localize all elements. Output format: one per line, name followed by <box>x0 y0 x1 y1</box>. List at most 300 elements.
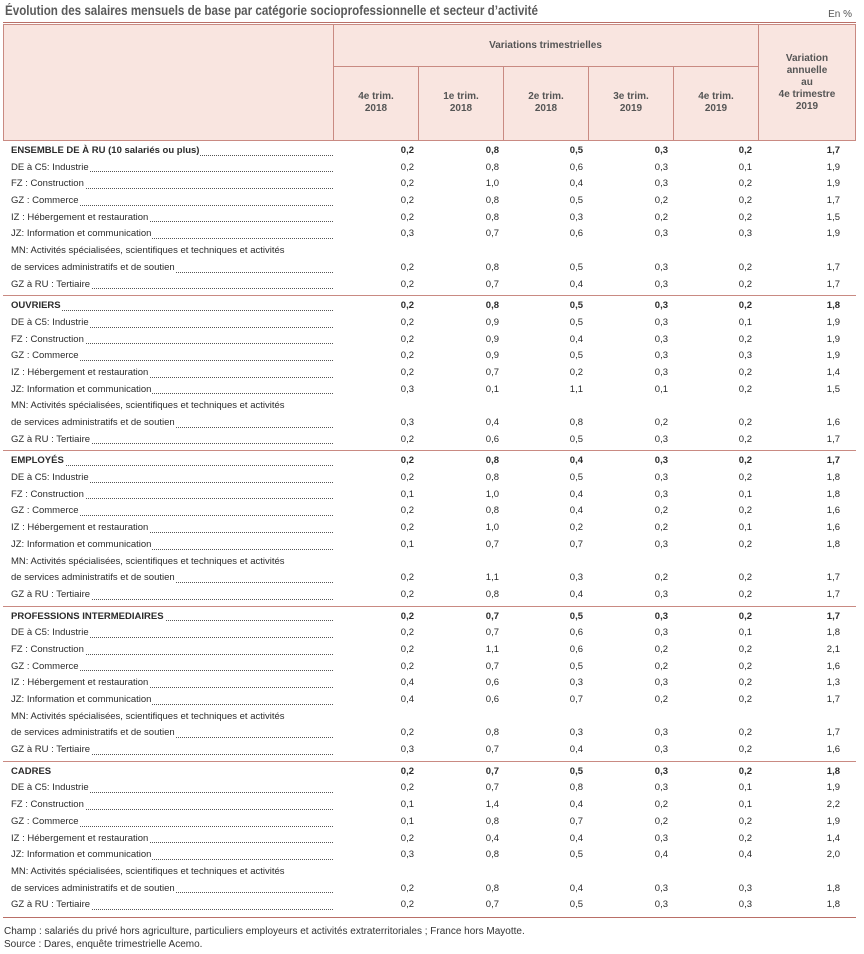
row-label: MN: Activités spécialisées, scientifiques et techniques et activités <box>11 245 285 257</box>
cell-value: 0,2 <box>738 660 752 672</box>
cell-value: 0,2 <box>654 815 668 827</box>
cell-value: 0,3 <box>654 366 668 378</box>
cell-annual: 1,7 <box>826 727 840 739</box>
cell-value: 0,5 <box>569 472 583 484</box>
table-row <box>3 642 856 659</box>
table-row <box>3 864 856 881</box>
cell-value: 0,3 <box>654 161 668 173</box>
cell-value: 0,3 <box>654 278 668 290</box>
cell-value: 0,1 <box>738 488 752 500</box>
table-row <box>3 298 856 315</box>
cell-annual: 1,7 <box>826 433 840 445</box>
cell-value: 1,1 <box>485 643 499 655</box>
cell-annual: 1,9 <box>826 178 840 190</box>
table-row <box>3 243 856 260</box>
row-group <box>3 761 856 916</box>
cell-value: 0,2 <box>738 727 752 739</box>
cell-value: 0,8 <box>485 211 499 223</box>
table-row <box>3 453 856 470</box>
cell-annual: 1,9 <box>826 333 840 345</box>
cell-value: 0,8 <box>485 588 499 600</box>
cell-value: 0,5 <box>569 899 583 911</box>
table-row <box>3 692 856 709</box>
cell-value: 0,2 <box>400 572 414 584</box>
cell-value: 0,2 <box>738 588 752 600</box>
cell-value: 0,2 <box>400 178 414 190</box>
cell-value: 0,2 <box>400 161 414 173</box>
cell-value: 0,2 <box>654 505 668 517</box>
cell-value: 0,8 <box>485 195 499 207</box>
table-row <box>3 537 856 554</box>
row-label: GZ à RU : Tertiaire <box>11 897 333 914</box>
cell-value: 0,3 <box>654 727 668 739</box>
cell-value: 0,2 <box>738 643 752 655</box>
cell-value: 0,6 <box>569 643 583 655</box>
cell-value: 0,6 <box>569 228 583 240</box>
cell-value: 0,2 <box>738 300 752 312</box>
table-row <box>3 709 856 726</box>
cell-value: 0,3 <box>654 899 668 911</box>
cell-value: 0,7 <box>485 278 499 290</box>
cell-value: 0,5 <box>569 195 583 207</box>
cell-value: 0,3 <box>569 211 583 223</box>
cell-value: 0,3 <box>654 261 668 273</box>
cell-value: 0,2 <box>738 278 752 290</box>
cell-value: 0,2 <box>400 643 414 655</box>
cell-value: 0,2 <box>738 744 752 756</box>
cell-value: 0,2 <box>400 261 414 273</box>
cell-value: 0,8 <box>485 161 499 173</box>
row-label: JZ: Information et communication <box>11 382 333 399</box>
table-row <box>3 625 856 642</box>
cell-value: 0,4 <box>485 417 499 428</box>
cell-value: 0,6 <box>569 161 583 173</box>
table-row <box>3 587 856 604</box>
table-row <box>3 277 856 294</box>
cell-value: 0,2 <box>400 588 414 600</box>
table-row <box>3 570 856 587</box>
cell-value: 0,2 <box>738 383 752 395</box>
cell-value: 0,5 <box>569 433 583 445</box>
cell-value: 0,1 <box>738 522 752 534</box>
cell-value: 0,2 <box>738 765 752 777</box>
table-row <box>3 365 856 382</box>
cell-annual: 1,9 <box>826 161 840 173</box>
cell-value: 0,4 <box>569 333 583 345</box>
cell-value: 0,3 <box>654 744 668 756</box>
cell-value: 0,3 <box>654 882 668 894</box>
table-row <box>3 487 856 504</box>
cell-value: 0,4 <box>654 849 668 861</box>
cell-annual: 1,6 <box>826 417 840 428</box>
row-group <box>3 606 856 761</box>
row-label: MN: Activités spécialisées, scientifiques et techniques et activités <box>11 400 285 412</box>
cell-annual: 1,6 <box>826 744 840 756</box>
cell-value: 0,7 <box>485 660 499 672</box>
cell-value: 0,2 <box>400 627 414 639</box>
cell-value: 0,3 <box>654 455 668 467</box>
row-group <box>3 295 856 450</box>
cell-value: 0,1 <box>485 383 499 395</box>
row-label: GZ : Commerce <box>11 503 333 520</box>
cell-annual: 1,7 <box>826 145 840 156</box>
cell-value: 0,3 <box>400 228 414 240</box>
table-row <box>3 897 856 914</box>
cell-value: 0,1 <box>654 383 668 395</box>
table-row <box>3 520 856 537</box>
cell-value: 0,7 <box>569 815 583 827</box>
cell-value: 0,2 <box>400 145 414 156</box>
row-label: IZ : Hébergement et restauration <box>11 520 333 537</box>
row-label: JZ: Information et communication <box>11 226 333 243</box>
cell-value: 0,3 <box>738 882 752 894</box>
table-row <box>3 470 856 487</box>
row-label: de services administratifs et de soutien <box>11 881 333 898</box>
cell-value: 0,1 <box>738 627 752 639</box>
table-row <box>3 847 856 864</box>
row-label: DE à C5: Industrie <box>11 625 333 642</box>
cell-annual: 1,7 <box>826 572 840 584</box>
cell-value: 0,2 <box>400 195 414 207</box>
row-label: GZ : Commerce <box>11 348 333 365</box>
table-row <box>3 143 856 160</box>
cell-annual: 1,6 <box>826 522 840 534</box>
cell-value: 0,2 <box>400 211 414 223</box>
cell-value: 0,1 <box>738 799 752 811</box>
cell-value: 0,4 <box>569 455 583 467</box>
cell-value: 0,4 <box>569 882 583 894</box>
cell-value: 0,2 <box>738 333 752 345</box>
cell-value: 0,1 <box>400 815 414 827</box>
cell-value: 0,1 <box>400 488 414 500</box>
table-row <box>3 382 856 399</box>
table-row <box>3 398 856 415</box>
cell-value: 0,3 <box>654 677 668 689</box>
row-label: MN: Activités spécialisées, scientifiques et techniques et activités <box>11 555 285 567</box>
cell-value: 0,2 <box>738 211 752 223</box>
cell-value: 0,2 <box>400 882 414 894</box>
table-row <box>3 432 856 449</box>
cell-value: 0,2 <box>654 211 668 223</box>
row-label: GZ à RU : Tertiaire <box>11 277 333 294</box>
cell-value: 0,2 <box>654 522 668 534</box>
cell-annual: 1,8 <box>826 300 840 312</box>
cell-value: 0,1 <box>738 782 752 794</box>
row-label: GZ : Commerce <box>11 814 333 831</box>
cell-value: 1,0 <box>485 488 499 500</box>
cell-value: 0,2 <box>738 178 752 190</box>
cell-value: 0,6 <box>485 677 499 689</box>
cell-value: 0,2 <box>654 195 668 207</box>
cell-value: 0,4 <box>400 677 414 689</box>
footer-champ: Champ : salariés du privé hors agriculture, particuliers employeurs et activités extraterritoriales ; France hors Mayotte. <box>4 926 525 937</box>
cell-value: 0,6 <box>569 627 583 639</box>
cell-value: 0,1 <box>400 538 414 550</box>
cell-value: 0,8 <box>485 815 499 827</box>
cell-value: 0,7 <box>485 899 499 911</box>
table-row <box>3 814 856 831</box>
cell-value: 1,4 <box>485 799 499 811</box>
table-row <box>3 260 856 277</box>
cell-value: 0,7 <box>569 694 583 705</box>
top-rule <box>3 22 856 23</box>
table-title: Évolution des salaires mensuels de base par catégorie socioprofessionnelle et secteur d’activité <box>5 3 538 18</box>
cell-value: 0,2 <box>738 417 752 428</box>
row-label: de services administratifs et de soutien <box>11 415 333 432</box>
cell-value: 0,9 <box>485 316 499 328</box>
row-label: DE à C5: Industrie <box>11 160 333 177</box>
cell-annual: 1,5 <box>826 211 840 223</box>
table-row <box>3 210 856 227</box>
cell-value: 0,3 <box>738 899 752 911</box>
table-row <box>3 659 856 676</box>
cell-value: 0,2 <box>654 643 668 655</box>
table-row <box>3 503 856 520</box>
cell-value: 0,7 <box>485 782 499 794</box>
row-label: GZ : Commerce <box>11 193 333 210</box>
cell-value: 0,2 <box>738 610 752 622</box>
cell-value: 0,6 <box>485 433 499 445</box>
table-row <box>3 348 856 365</box>
table-row <box>3 332 856 349</box>
col-header-1: 4e trim. 2018 <box>358 91 394 114</box>
cell-value: 0,9 <box>485 333 499 345</box>
row-label: JZ: Information et communication <box>11 537 333 554</box>
cell-annual: 1,5 <box>826 383 840 395</box>
table-row <box>3 193 856 210</box>
cell-value: 0,4 <box>569 744 583 756</box>
col-header-3: 2e trim. 2018 <box>528 91 564 114</box>
cell-value: 0,2 <box>654 694 668 705</box>
cell-value: 0,2 <box>738 261 752 273</box>
cell-value: 0,3 <box>654 350 668 362</box>
cell-value: 0,2 <box>400 832 414 844</box>
cell-value: 0,3 <box>400 417 414 428</box>
cell-value: 0,3 <box>654 300 668 312</box>
cell-value: 0,6 <box>485 694 499 705</box>
cell-value: 0,5 <box>569 300 583 312</box>
cell-value: 0,3 <box>654 538 668 550</box>
cell-value: 0,2 <box>738 145 752 156</box>
cell-value: 0,2 <box>400 727 414 739</box>
cell-value: 0,2 <box>738 677 752 689</box>
header-divider <box>333 66 758 67</box>
row-label: GZ à RU : Tertiaire <box>11 432 333 449</box>
cell-value: 0,3 <box>654 316 668 328</box>
cell-value: 0,4 <box>738 849 752 861</box>
cell-annual: 1,8 <box>826 538 840 550</box>
cell-annual: 1,8 <box>826 882 840 894</box>
cell-value: 0,1 <box>400 799 414 811</box>
row-label: IZ : Hébergement et restauration <box>11 675 333 692</box>
cell-value: 0,8 <box>485 849 499 861</box>
cell-value: 0,2 <box>738 472 752 484</box>
cell-value: 0,4 <box>569 588 583 600</box>
row-label: EMPLOYÉS <box>11 453 333 470</box>
cell-annual: 1,9 <box>826 316 840 328</box>
col-header-4: 3e trim. 2019 <box>613 91 649 114</box>
cell-value: 0,2 <box>738 433 752 445</box>
cell-annual: 1,6 <box>826 505 840 517</box>
cell-annual: 1,4 <box>826 366 840 378</box>
cell-value: 0,2 <box>400 899 414 911</box>
cell-annual: 1,7 <box>826 195 840 207</box>
row-label: MN: Activités spécialisées, scientifiques et techniques et activités <box>11 865 285 877</box>
cell-value: 0,2 <box>738 572 752 584</box>
table-row <box>3 160 856 177</box>
row-label: JZ: Information et communication <box>11 692 333 709</box>
cell-value: 0,2 <box>400 366 414 378</box>
cell-annual: 1,9 <box>826 228 840 240</box>
cell-value: 0,7 <box>485 744 499 756</box>
cell-value: 0,2 <box>738 832 752 844</box>
cell-value: 0,3 <box>569 677 583 689</box>
cell-value: 0,8 <box>485 505 499 517</box>
cell-value: 0,8 <box>485 300 499 312</box>
cell-value: 1,1 <box>485 572 499 584</box>
table-row <box>3 315 856 332</box>
cell-value: 1,0 <box>485 522 499 534</box>
cell-value: 0,4 <box>569 505 583 517</box>
table-header <box>3 24 856 141</box>
row-label: PROFESSIONS INTERMEDIAIRES <box>11 609 333 626</box>
row-label: de services administratifs et de soutien <box>11 260 333 277</box>
unit-label: En % <box>828 9 852 20</box>
cell-value: 0,2 <box>738 694 752 705</box>
row-label: FZ : Construction <box>11 176 333 193</box>
cell-annual: 1,3 <box>826 677 840 689</box>
cell-annual: 1,8 <box>826 765 840 777</box>
row-label: de services administratifs et de soutien <box>11 570 333 587</box>
row-label: FZ : Construction <box>11 797 333 814</box>
cell-value: 1,0 <box>485 178 499 190</box>
cell-value: 0,1 <box>738 316 752 328</box>
cell-value: 0,3 <box>654 627 668 639</box>
cell-annual: 1,6 <box>826 660 840 672</box>
cell-value: 0,3 <box>654 588 668 600</box>
cell-value: 0,3 <box>654 333 668 345</box>
cell-annual: 1,9 <box>826 815 840 827</box>
cell-value: 0,2 <box>400 765 414 777</box>
table-row <box>3 176 856 193</box>
row-group <box>3 141 856 295</box>
cell-value: 0,8 <box>485 882 499 894</box>
table-row <box>3 725 856 742</box>
cell-value: 0,3 <box>654 145 668 156</box>
row-label: OUVRIERS <box>11 298 333 315</box>
cell-annual: 1,8 <box>826 472 840 484</box>
cell-value: 0,3 <box>654 610 668 622</box>
cell-value: 0,3 <box>738 350 752 362</box>
cell-value: 0,2 <box>400 782 414 794</box>
cell-value: 0,3 <box>654 488 668 500</box>
row-label: GZ à RU : Tertiaire <box>11 742 333 759</box>
cell-value: 0,3 <box>569 572 583 584</box>
row-label: FZ : Construction <box>11 487 333 504</box>
row-label: DE à C5: Industrie <box>11 470 333 487</box>
cell-annual: 1,7 <box>826 588 840 600</box>
cell-value: 0,5 <box>569 316 583 328</box>
row-label: MN: Activités spécialisées, scientifiques et techniques et activités <box>11 710 285 722</box>
cell-value: 0,3 <box>738 228 752 240</box>
cell-value: 0,2 <box>400 505 414 517</box>
cell-value: 0,5 <box>569 765 583 777</box>
table-row <box>3 797 856 814</box>
cell-value: 0,5 <box>569 261 583 273</box>
cell-value: 0,2 <box>400 660 414 672</box>
table-row <box>3 742 856 759</box>
cell-value: 0,2 <box>654 417 668 428</box>
cell-annual: 1,7 <box>826 694 840 705</box>
cell-value: 0,4 <box>569 488 583 500</box>
cell-value: 0,4 <box>569 278 583 290</box>
cell-value: 0,9 <box>485 350 499 362</box>
cell-value: 0,2 <box>738 455 752 467</box>
cell-value: 0,2 <box>738 538 752 550</box>
cell-value: 0,3 <box>400 383 414 395</box>
cell-annual: 1,7 <box>826 261 840 273</box>
cell-value: 0,2 <box>569 366 583 378</box>
cell-value: 0,2 <box>400 333 414 345</box>
cell-value: 0,4 <box>569 799 583 811</box>
table-row <box>3 554 856 571</box>
row-group <box>3 450 856 605</box>
cell-annual: 1,8 <box>826 488 840 500</box>
cell-value: 0,5 <box>569 660 583 672</box>
cell-annual: 1,9 <box>826 350 840 362</box>
table-row <box>3 831 856 848</box>
row-label: DE à C5: Industrie <box>11 315 333 332</box>
cell-value: 0,1 <box>738 161 752 173</box>
table-row <box>3 415 856 432</box>
table-row <box>3 226 856 243</box>
col-header-2: 1e trim. 2018 <box>443 91 479 114</box>
cell-value: 0,3 <box>654 228 668 240</box>
cell-value: 0,3 <box>654 178 668 190</box>
cell-value: 0,8 <box>569 782 583 794</box>
cell-annual: 2,1 <box>826 643 840 655</box>
cell-value: 0,4 <box>485 832 499 844</box>
row-label: de services administratifs et de soutien <box>11 725 333 742</box>
row-label: ENSEMBLE DE À RU (10 salariés ou plus) <box>11 143 333 160</box>
table-row <box>3 881 856 898</box>
cell-value: 0,4 <box>569 832 583 844</box>
cell-value: 0,3 <box>654 433 668 445</box>
cell-annual: 2,2 <box>826 799 840 811</box>
cell-value: 0,7 <box>485 538 499 550</box>
cell-annual: 1,8 <box>826 627 840 639</box>
cell-value: 0,3 <box>569 727 583 739</box>
cell-value: 0,5 <box>569 350 583 362</box>
cell-value: 0,2 <box>400 316 414 328</box>
row-label: FZ : Construction <box>11 332 333 349</box>
cell-value: 0,3 <box>654 782 668 794</box>
row-label: IZ : Hébergement et restauration <box>11 210 333 227</box>
cell-value: 0,7 <box>569 538 583 550</box>
cell-value: 0,4 <box>400 694 414 705</box>
cell-value: 0,8 <box>569 417 583 428</box>
cell-value: 0,2 <box>400 455 414 467</box>
cell-annual: 2,0 <box>826 849 840 861</box>
col-header-5: 4e trim. 2019 <box>698 91 734 114</box>
cell-value: 0,2 <box>738 366 752 378</box>
group-header-variations: Variations trimestrielles <box>489 40 602 51</box>
row-label: GZ à RU : Tertiaire <box>11 587 333 604</box>
cell-value: 0,8 <box>485 261 499 273</box>
cell-value: 0,2 <box>654 660 668 672</box>
cell-value: 1,1 <box>569 383 583 395</box>
table-body <box>3 141 856 916</box>
